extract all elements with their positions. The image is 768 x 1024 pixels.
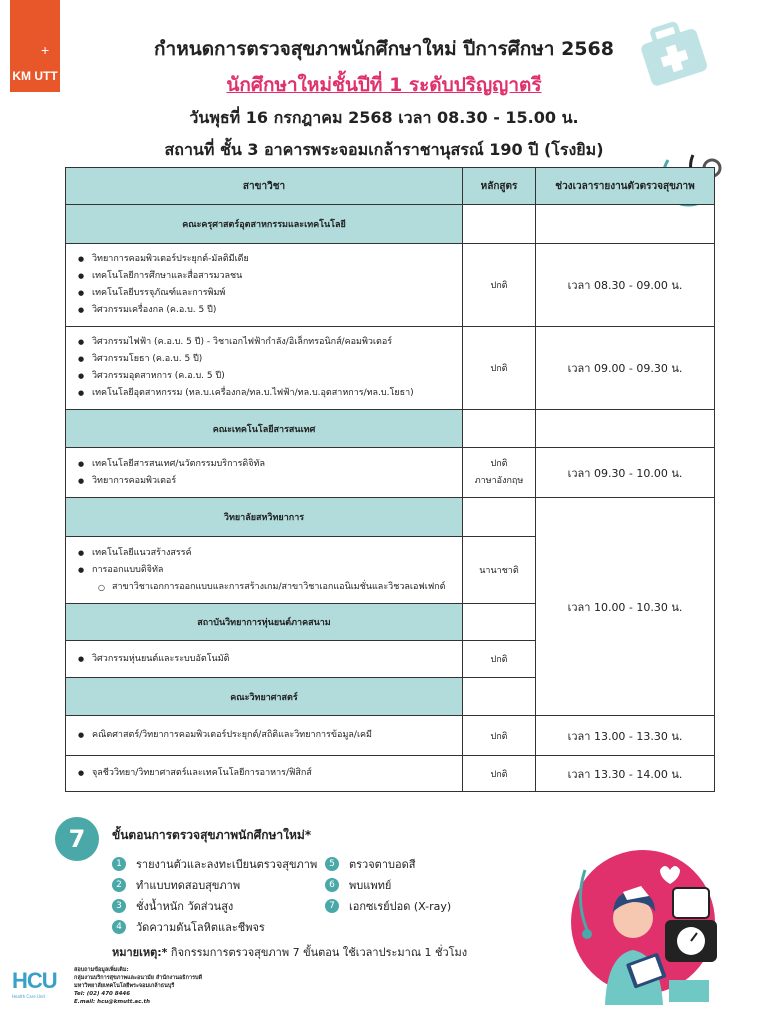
step-number: 7 (325, 899, 339, 913)
program-line: ปกติ (490, 458, 508, 469)
major-item: ● การออกแบบดิจิทัล (78, 562, 454, 579)
step-number: 3 (112, 899, 126, 913)
logo-text: KM UTT (12, 69, 58, 83)
table-row (66, 716, 715, 756)
step-item (325, 877, 391, 893)
header-time: ช่วงเวลารายงานตัวตรวจสุขภาพ (536, 168, 715, 205)
major-item: ● คณิตศาสตร์/วิทยาการคอมพิวเตอร์ประยุกต์/สถิติและวิทยาการข้อมูล/เคมี (78, 727, 454, 744)
table-row (66, 448, 715, 498)
major-item: ● เทคโนโลยีแนวสร้างสรรค์ (78, 545, 454, 562)
steps-title: ขั้นตอนการตรวจสุขภาพนักศึกษาใหม่* (112, 828, 312, 842)
major-item: ● วิทยาการคอมพิวเตอร์ (78, 473, 454, 490)
step-number: 2 (112, 878, 126, 892)
major-item: ● เทคโนโลยีการศึกษาและสื่อสารมวลชน (78, 268, 454, 285)
step-label: ชั่งน้ำหนัก วัดส่วนสูง (136, 900, 234, 913)
empty-cell (536, 410, 715, 448)
major-item: ● วิศวกรรมหุ่นยนต์และระบบอัตโนมัติ (78, 651, 454, 668)
major-item: ● วิศวกรรมโยธา (ค.อ.บ. 5 ปี) (78, 351, 454, 368)
step-label: เอกซเรย์ปอด (X-ray) (349, 900, 452, 913)
program-cell: ปกติ (463, 756, 536, 792)
contact-line: กลุ่มงานบริการสุขภาพและอนามัย สำนักงานอธิการบดี (74, 975, 203, 981)
time-cell: เวลา 13.00 - 13.30 น. (536, 716, 715, 756)
program-line: ภาษาอังกฤษ (474, 475, 524, 486)
program-cell: ปกติ (463, 641, 536, 678)
time-cell: เวลา 13.30 - 14.00 น. (536, 756, 715, 792)
hcu-logo (12, 968, 62, 999)
plus-icon: + (41, 42, 50, 58)
step-label: วัดความดันโลหิตและชีพจร (136, 921, 265, 934)
major-list (66, 641, 463, 678)
steps-count-badge: 7 (55, 817, 99, 861)
header-program: หลักสูตร (463, 168, 536, 205)
step-item (112, 877, 240, 893)
footnote-label: หมายเหตุ:* (112, 946, 168, 959)
step-item (112, 919, 265, 935)
major-list (66, 448, 463, 498)
table-row (66, 327, 715, 410)
step-label: พบแพทย์ (349, 879, 392, 892)
nurse-illustration (565, 840, 725, 1005)
step-label: ตรวจตาบอดสี (349, 858, 416, 871)
major-list (66, 537, 463, 604)
time-cell: เวลา 08.30 - 09.00 น. (536, 244, 715, 327)
table-row (66, 244, 715, 327)
contact-email: E.mail: hcu@kmutt.ac.th (74, 999, 151, 1005)
faculty-name: สถาบันวิทยาการหุ่นยนต์ภาคสนาม (66, 604, 463, 641)
table-header-row (66, 168, 715, 205)
program-cell: ปกติ (463, 327, 536, 410)
footnote (112, 943, 467, 961)
program-cell: ปกติ (463, 244, 536, 327)
faculty-name: คณะเทคโนโลยีสารสนเทศ (66, 410, 463, 448)
contact-line: มหาวิทยาลัยเทคโนโลยีพระจอมเกล้าธนบุรี (74, 983, 175, 989)
empty-cell (463, 678, 536, 716)
major-list (66, 716, 463, 756)
step-number: 6 (325, 878, 339, 892)
faculty-row (66, 410, 715, 448)
empty-cell (463, 498, 536, 537)
footnote-text: กิจกรรมการตรวจสุขภาพ 7 ขั้นตอน ใช้เวลาประมาณ 1 ชั่วโมง (167, 946, 468, 959)
major-item: ● จุลชีววิทยา/วิทยาศาสตร์และเทคโนโลยีการอาหาร/ฟิสิกส์ (78, 765, 454, 782)
step-label: ทำแบบทดสอบสุขภาพ (136, 879, 241, 892)
empty-cell (463, 604, 536, 641)
time-cell: เวลา 09.00 - 09.30 น. (536, 327, 715, 410)
major-item: ● วิศวกรรมไฟฟ้า (ค.อ.บ. 5 ปี) - วิชาเอกไฟฟ้ากำลัง/อิเล็กทรอนิกส์/คอมพิวเตอร์ (78, 334, 454, 351)
hcu-logo-subtext: Health Care Unit (12, 994, 46, 999)
step-number: 1 (112, 857, 126, 871)
major-item: ● เทคโนโลยีบรรจุภัณฑ์และการพิมพ์ (78, 285, 454, 302)
major-list (66, 327, 463, 410)
step-label: รายงานตัวและลงทะเบียนตรวจสุขภาพ (136, 858, 318, 871)
hcu-logo-text: HCU (12, 968, 57, 993)
major-item: ● เทคโนโลยีสารสนเทศ/นวัตกรรมบริการดิจิทัล (78, 456, 454, 473)
faculty-name: คณะครุศาสตร์อุตสาหกรรมและเทคโนโลยี (66, 205, 463, 244)
program-cell: นานาชาติ (463, 537, 536, 604)
contact-tel: Tel: (02) 470 8446 (74, 991, 131, 997)
empty-cell (463, 205, 536, 244)
page-subtitle: นักศึกษาใหม่ชั้นปีที่ 1 ระดับปริญญาตรี (226, 74, 542, 96)
empty-cell (536, 205, 715, 244)
sub-major-item: ○ สาขาวิชาเอกการออกแบบและการสร้างเกม/สาขาวิชาเอกแอนิเมชั่นและวิชวลเอฟเฟกต์ (78, 579, 454, 596)
step-item (112, 856, 317, 872)
major-item: ● วิทยาการคอมพิวเตอร์ประยุกต์-มัลติมีเดีย (78, 251, 454, 268)
faculty-name: วิทยาลัยสหวิทยาการ (66, 498, 463, 537)
program-cell (463, 448, 536, 498)
step-number: 5 (325, 857, 339, 871)
step-item (325, 898, 451, 914)
step-item (112, 898, 233, 914)
major-list (66, 244, 463, 327)
date-line: วันพุธที่ 16 กรกฎาคม 2568 เวลา 08.30 - 15.00 น. (189, 108, 579, 127)
time-cell: เวลา 10.00 - 10.30 น. (536, 498, 715, 716)
major-item: ● เทคโนโลยีอุตสาหกรรม (ทล.บ.เครื่องกล/ทล.บ.ไฟฟ้า/ทล.บ.อุตสาหการ/ทล.บ.โยธา) (78, 385, 454, 402)
schedule-table (65, 167, 715, 792)
first-aid-kit-icon (638, 18, 718, 88)
step-item (325, 856, 415, 872)
header-major: สาขาวิชา (66, 168, 463, 205)
faculty-name: คณะวิทยาศาสตร์ (66, 678, 463, 716)
venue-line: สถานที่ ชั้น 3 อาคารพระจอมเกล้าราชานุสรณ์ 190 ปี (โรงยิม) (164, 140, 604, 159)
contact-line: สอบถามข้อมูลเพิ่มเติม: (74, 967, 129, 973)
faculty-row (66, 498, 715, 537)
contact-info (74, 966, 202, 1006)
program-cell: ปกติ (463, 716, 536, 756)
major-item: ● วิศวกรรมอุตสาหการ (ค.อ.บ. 5 ปี) (78, 368, 454, 385)
empty-cell (463, 410, 536, 448)
major-item: ● วิศวกรรมเครื่องกล (ค.อ.บ. 5 ปี) (78, 302, 454, 319)
time-cell: เวลา 09.30 - 10.00 น. (536, 448, 715, 498)
major-list (66, 756, 463, 792)
table-row (66, 756, 715, 792)
page-title: กำหนดการตรวจสุขภาพนักศึกษาใหม่ ปีการศึกษา 2568 (154, 38, 614, 60)
faculty-row (66, 205, 715, 244)
step-number: 4 (112, 920, 126, 934)
